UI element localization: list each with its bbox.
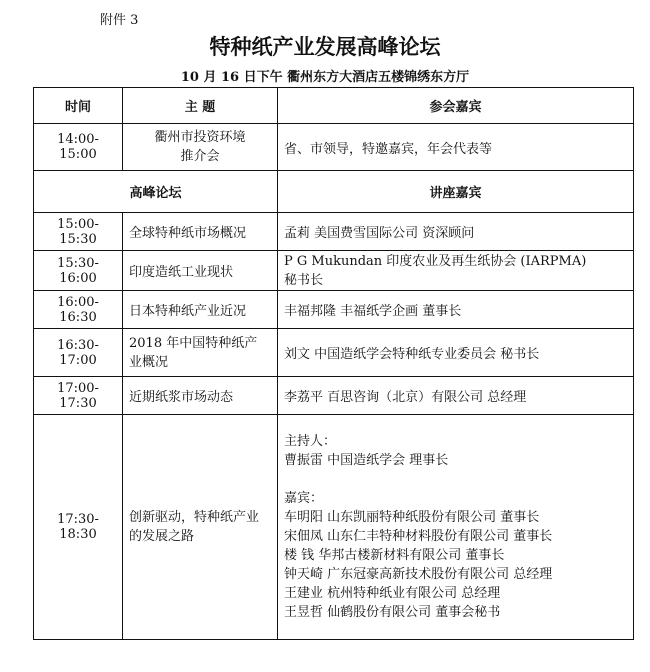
topic-line: 推介会 — [180, 149, 220, 164]
time-cell: 15:00-15:30 — [34, 213, 123, 251]
opening-row — [34, 124, 634, 171]
panel-guest: 王昱哲 仙鹤股份有限公司 董事会秘书 — [284, 605, 501, 620]
topic-line: 的发展之路 — [129, 529, 195, 544]
attachment-label: 附件 3 — [100, 13, 139, 28]
forum-header-row — [34, 171, 634, 213]
topic-line: 业概况 — [129, 354, 169, 370]
speaker-cell: 李荔平 百思咨询（北京）有限公司 总经理 — [278, 377, 634, 415]
page-title: 特种纸产业发展高峰论坛 — [209, 35, 441, 59]
topic-cell — [123, 124, 278, 171]
panel-guests-cell — [278, 415, 634, 640]
table-row — [34, 329, 634, 377]
panel-guest: 车明阳 山东凯丽特种纸股份有限公司 董事长 — [284, 510, 540, 525]
topic-cell — [123, 415, 278, 640]
panel-guest: 宋佃凤 山东仁丰特种材料股份有限公司 董事长 — [284, 529, 553, 544]
topic-cell: 印度造纸工业现状 — [123, 251, 278, 291]
time-cell: 16:00-16:30 — [34, 291, 123, 329]
topic-line: 衢州市投资环境 — [154, 130, 246, 145]
guests-cell: 省、市领导，特邀嘉宾，年会代表等 — [278, 124, 634, 171]
time-cell: 14:00-15:00 — [34, 124, 123, 171]
header-time: 时间 — [34, 88, 123, 124]
speaker-line: P G Mukundan 印度农业及再生纸协会 (IARPMA) — [284, 253, 587, 269]
topic-line: 2018 年中国特种纸产 — [129, 335, 258, 351]
time-cell: 17:30-18:30 — [34, 415, 123, 640]
panel-guest: 王建业 杭州特种纸业有限公司 总经理 — [284, 586, 501, 601]
speaker-cell: 刘文 中国造纸学会特种纸专业委员会 秘书长 — [278, 329, 634, 377]
topic-cell — [123, 329, 278, 377]
speaker-cell: 孟莉 美国费雪国际公司 资深顾问 — [278, 213, 634, 251]
speaker-cell — [278, 251, 634, 291]
header-row — [34, 88, 634, 124]
topic-cell: 全球特种纸市场概况 — [123, 213, 278, 251]
topic-cell: 近期纸浆市场动态 — [123, 377, 278, 415]
speaker-cell: 丰福邦隆 丰福纸学企画 董事长 — [278, 291, 634, 329]
panel-guest: 楼 钱 华邦古楼新材料有限公司 董事长 — [284, 548, 505, 563]
host-label: 主持人： — [284, 434, 337, 449]
speaker-line: 秘书长 — [284, 272, 324, 288]
table-row — [34, 377, 634, 415]
guests-label: 嘉宾： — [284, 491, 324, 506]
panel-guest: 钟天崎 广东冠豪高新技术股份有限公司 总经理 — [284, 567, 553, 582]
spacer — [284, 470, 627, 489]
host: 曹振雷 中国造纸学会 理事长 — [284, 453, 449, 468]
panel-row — [34, 415, 634, 640]
speakers-header: 讲座嘉宾 — [278, 171, 634, 213]
forum-title: 高峰论坛 — [34, 171, 278, 213]
time-cell: 17:00-17:30 — [34, 377, 123, 415]
topic-line: 创新驱动，特种纸产业 — [129, 510, 260, 525]
time-cell: 15:30-16:00 — [34, 251, 123, 291]
schedule-table — [33, 87, 634, 640]
topic-cell: 日本特种纸产业近况 — [123, 291, 278, 329]
table-row — [34, 251, 634, 291]
time-cell: 16:30-17:00 — [34, 329, 123, 377]
event-subtitle: 10 月 16 日下午 衢州东方大酒店五楼锦绣东方厅 — [180, 70, 470, 85]
header-topic: 主 题 — [123, 88, 278, 124]
table-row — [34, 291, 634, 329]
header-guests: 参会嘉宾 — [278, 88, 634, 124]
table-row — [34, 213, 634, 251]
